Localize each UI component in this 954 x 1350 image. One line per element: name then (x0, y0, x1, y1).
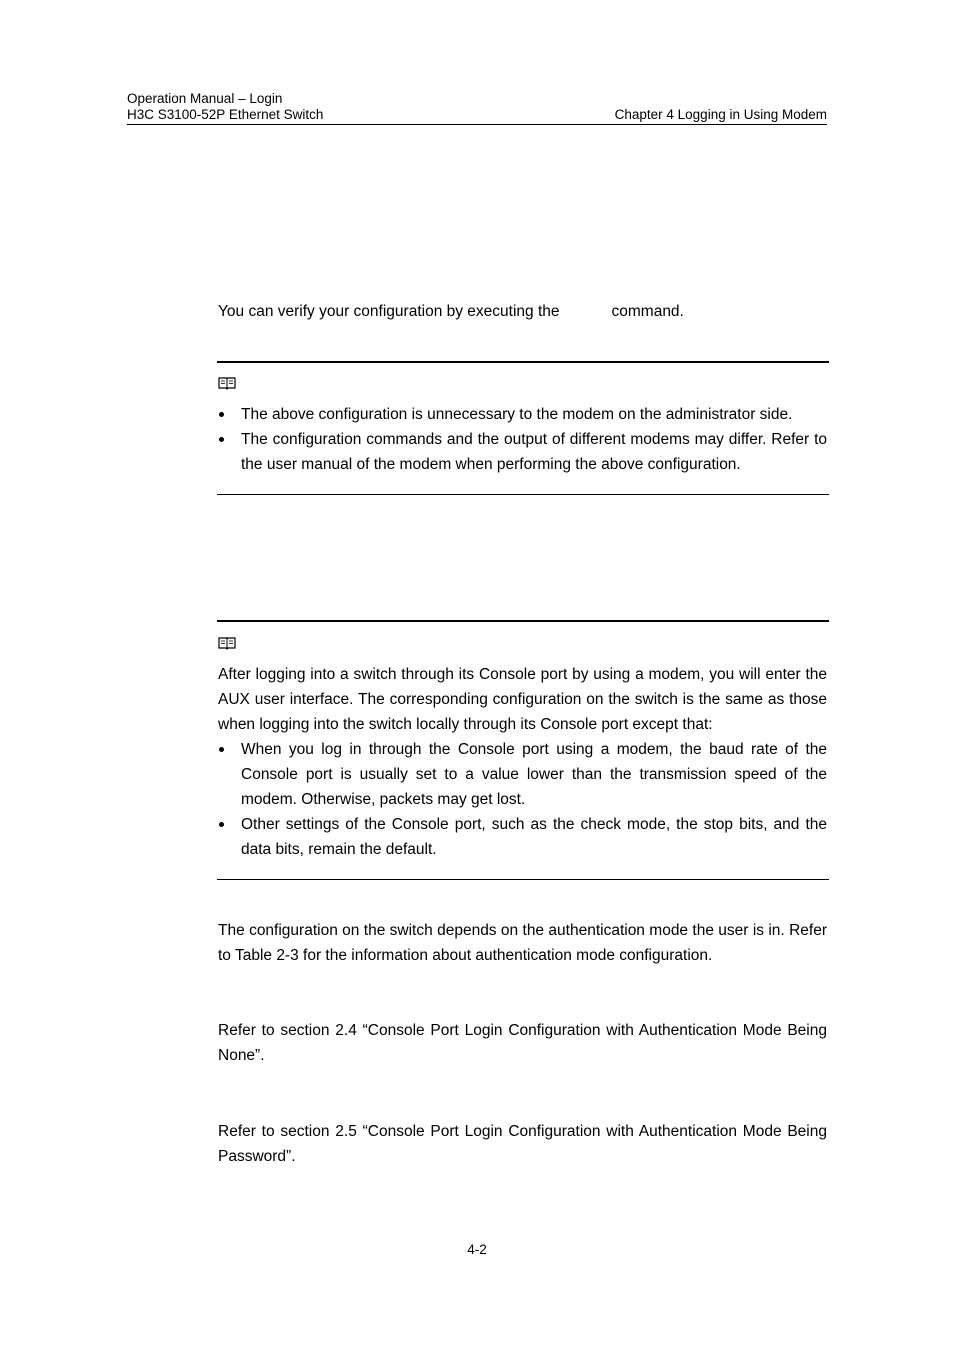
list-item (218, 402, 827, 427)
verify-paragraph (218, 299, 828, 324)
verify-text-after: command. (611, 303, 684, 320)
note1-bottom-rule (217, 494, 829, 495)
list-item (218, 427, 827, 477)
bullet-dot (219, 412, 224, 417)
note2-bottom-rule (217, 879, 829, 880)
header-manual-title: Operation Manual – Login (127, 91, 283, 106)
note2-intro: After logging into a switch through its Console port by using a modem, you will enter the AUX user interface. The corresponding configuration on the switch is the same as those when logging into the switch locally through its Console port except that: (218, 666, 827, 733)
page-number: 4-2 (467, 1242, 487, 1257)
verify-text-before: You can verify your configuration by executing the (218, 303, 560, 320)
list-item-text: The configuration commands and the output of different modems may differ. Refer to the user manual of the modem when performing the above configuration. (241, 431, 827, 473)
bullet-dot (219, 437, 224, 442)
header-left (127, 91, 323, 123)
book-icon (218, 636, 236, 650)
list-item-text: Other settings of the Console port, such as the check mode, the stop bits, and the data bits, remain the default. (241, 816, 827, 858)
bullet-dot (219, 747, 224, 752)
auth-password-paragraph: Refer to section 2.5 “Console Port Login Configuration with Authentication Mode Being Password”. (218, 1123, 827, 1165)
list-item-text: When you log in through the Console port using a modem, the baud rate of the Console port is usually set to a value lower than the transmission speed of the modem. Otherwise, packets may get lost. (241, 741, 827, 808)
note1-list (218, 402, 827, 477)
list-item (218, 737, 827, 812)
auth-none-paragraph: Refer to section 2.4 “Console Port Login Configuration with Authentication Mode Being None”. (218, 1022, 827, 1064)
header-rule (127, 124, 827, 125)
bullet-dot (219, 822, 224, 827)
list-item-text: The above configuration is unnecessary to the modem on the administrator side. (241, 406, 793, 423)
note1-top-rule (217, 361, 829, 363)
note2-top-rule (217, 620, 829, 622)
config-paragraph: The configuration on the switch depends on the authentication mode the user is in. Refer to Table 2-3 for the information about authentication mode configuration. (218, 922, 827, 964)
header-chapter: Chapter 4 Logging in Using Modem (614, 107, 827, 122)
note2-list (218, 737, 827, 862)
book-icon (218, 376, 236, 390)
list-item (218, 812, 827, 862)
header-product-name: H3C S3100-52P Ethernet Switch (127, 107, 324, 122)
